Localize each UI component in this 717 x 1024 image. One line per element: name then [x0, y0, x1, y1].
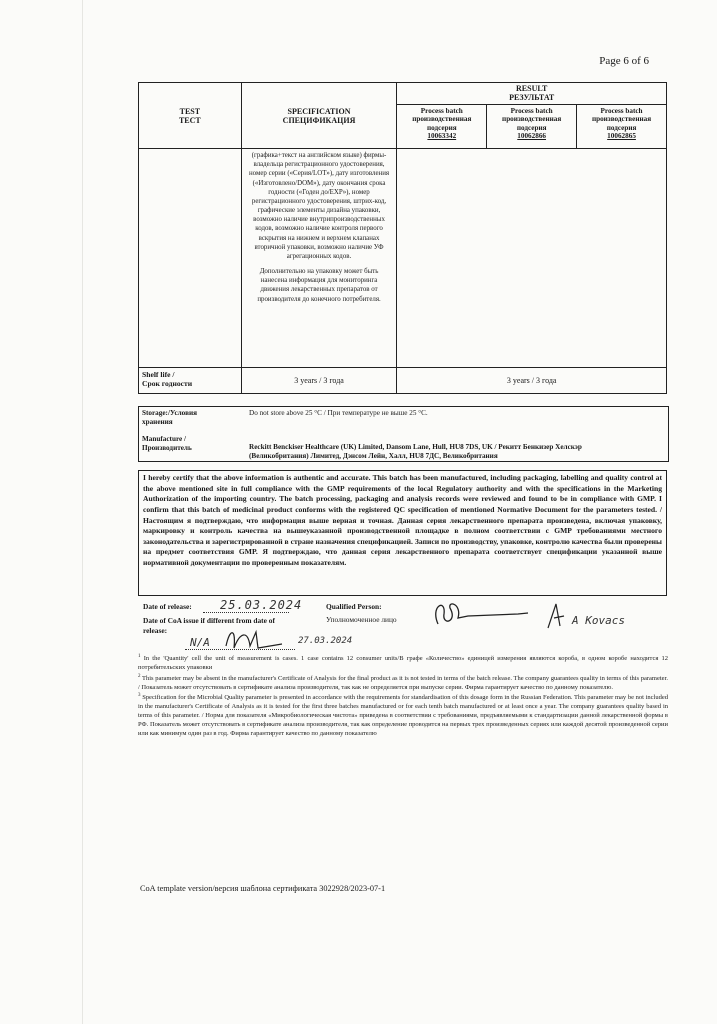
results-table	[138, 82, 667, 394]
packaging-spec-text: (графика+текст на английском языке) фирмы-владельца регистрационного удостоверения, номер серии («Серия/LOT»), дату изготовления («Изготовлено/DOM»), дату окончания срока годности («Годен до/EXP»), номер регистрационного удостоверения, штрих-код, графические элементы дизайна упаковки, возможно наличие внутрипроизводственных кодов, возможно наличие контроля первого вскрытия на нижнем и верхнем клапанах вторичной упаковки, возможно наличие УФ агрегационных кодов. Дополнительно на упаковку может быть нанесена информация для мониторинга движения лекарственных препаратов от производителя до конечного потребителя.	[241, 149, 397, 368]
result-header: RESULT РЕЗУЛЬТАТ	[397, 83, 667, 105]
shelf-life-result: 3 years / 3 года	[397, 368, 667, 394]
test-cell-continued	[139, 149, 242, 368]
result-cell-continued	[397, 149, 667, 368]
storage-label: Storage:/Условия хранения	[142, 409, 197, 427]
coa-initials-handwritten: N/A	[190, 636, 210, 649]
release-date-label: Date of release:	[143, 602, 192, 611]
template-version-footer: CoA template version/версия шаблона сертификата 3022928/2023-07-1	[140, 884, 386, 893]
shelf-life-label: Shelf life / Срок годности	[139, 368, 242, 394]
test-header: TEST ТЕСТ	[139, 83, 242, 149]
storage-manufacture-box	[138, 406, 669, 462]
release-date-underline	[203, 612, 289, 613]
footnotes	[138, 654, 668, 739]
manufacture-value: Reckitt Benckiser Healthcare (UK) Limited, Dansom Lane, Hull, HU8 7DS, UK / Рекитт Бенкизер Хелскэр (Великобритания) Лимитед, Дэнсом Лейн, Халл, HU8 7ДС, Великобритания	[249, 443, 582, 461]
page-number: Page 6 of 6	[599, 55, 649, 67]
batch-header-1: Process batch производственная подсерия 10063342	[397, 105, 487, 149]
coa-date-underline	[185, 649, 295, 650]
coa-date-label: Date of CoA issue if different from date of release:	[143, 616, 275, 635]
qp-label: Qualified Person: Уполномоченное лицо	[326, 602, 397, 624]
specification-header: SPECIFICATION СПЕЦИФИКАЦИЯ	[241, 83, 397, 149]
batch-header-2: Process batch производственная подсерия 10062866	[487, 105, 577, 149]
coa-date-handwritten: 27.03.2024	[298, 636, 353, 646]
shelf-life-spec: 3 years / 3 года	[241, 368, 397, 394]
qp-name-handwritten: A Kovacs	[572, 614, 625, 627]
certification-statement: I hereby certify that the above information is authentic and accurate. This batch has been manufactured, including packaging, labelling and quality control at the above mentioned site in full compliance with the GMP requirements of the local Regulatory authority and with the specifications in the Marketing Authorization of the importing country. The batch processing, packaging and analysis records were reviewed and found to be in compliance with GMP. I confirm that this batch of medicinal product conforms with the registered QC specification of mentioned Normative Document for the parameters tested. /Настоящим я подтверждаю, что информация выше верная и точная. Данная серия лекарственного препарата произведена, включая упаковку, маркировку и контроль качества на вышеуказанной производственной площадке в полном соответствии с GMP требованиями местного законодательства и зарегистрированной в стране назначения спецификацией. Записи по производству, упаковке, контролю качества были проверены на предмет соответствия GMP. Я подтверждаю, что данная серия лекарственного препарата соответствует спецификации указанной выше нормативной документации по проверенным показателям.	[138, 470, 667, 596]
release-date-handwritten: 25.03.2024	[220, 598, 303, 612]
footnote-1: $^1$ In the 'Quantity' cell the unit of measurement is cases. 1 case contains 12 consumer units/В графе «Количество» единицей измерения являются короба, в одном коробе находится 12 потребительских упаковки	[138, 654, 669, 671]
scan-margin-line	[82, 0, 83, 1024]
batch-header-3: Process batch производственная подсерия 10062865	[577, 105, 667, 149]
footnote-2: $^2$ This parameter may be absent in the manufacturer's Certificate of Analysis for the final product as it is not tested in terms of the batch release. The company guarantees quality in terms of this parameter. / Показатель может отсутствовать в сертификате анализа производителя, так как не определяется при выпуске серии. Фирма гарантирует качество по данному показателю.	[138, 673, 668, 691]
storage-value: Do not store above 25 °C / При температуре не выше 25 °C.	[249, 409, 428, 417]
footnote-3: $^3$ Specification for the Microbial Quality parameter is presented in accordance with the requirements for standardisation of this dosage form in the Russian Federation. This parameter may be not included in the manufacturer's Certificate of Analysis as it is tested for the first three batches manufactured or for each tenth batch manufactured or at least once a year. The company guarantees quality based in terms of this parameter. / Норма для показателя «Микробиологическая чистота» приведена в соответствии с требованиями, предъявляемыми к стандартизации данной лекарственной формы в РФ. Показатель может отсутствовать в сертификате анализа производителя, так как определение проводится на первых трех произведенных сериях или каждой десятой произведенной серии или как минимум один раз в год. Фирма гарантирует качество по данному показателю	[138, 693, 669, 737]
manufacture-label: Manufacture / Производитель	[142, 435, 192, 453]
